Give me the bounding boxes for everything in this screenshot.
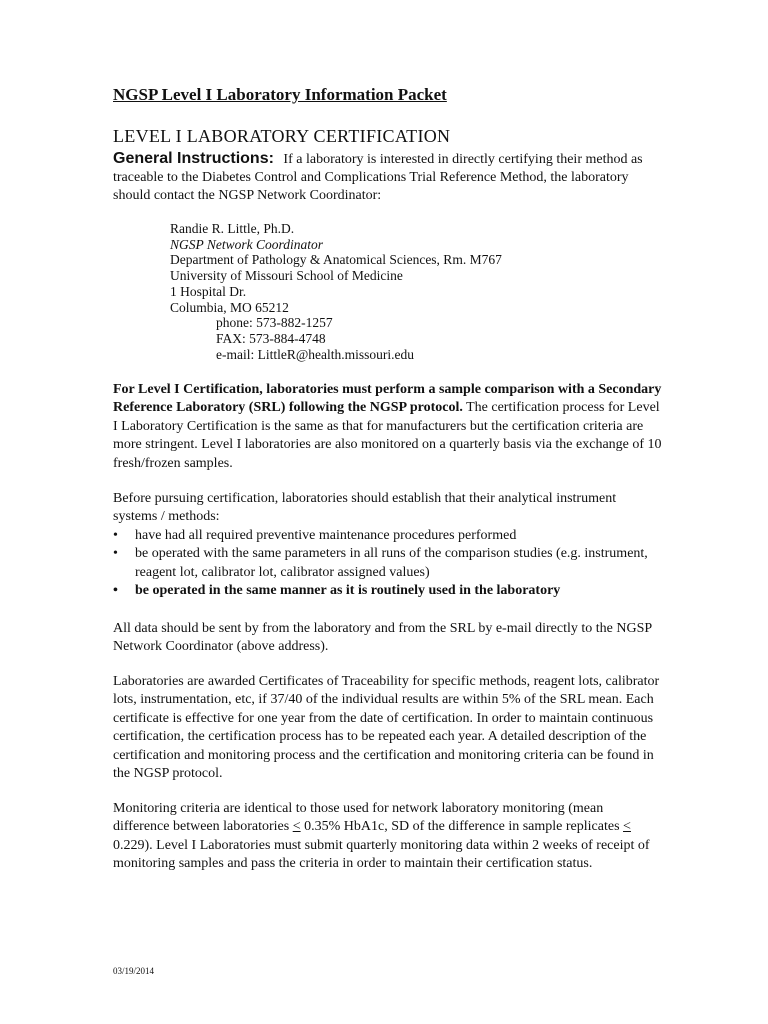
list-item	[113, 527, 663, 545]
contact-fax: FAX: 573-884-4748	[216, 330, 326, 346]
list-item-text: be operated with the same parameters in all runs of the comparison studies (e.g. instrument, reagent lot, calibrator lot, calibrator assigned values)	[135, 546, 648, 580]
awards-paragraph: Laboratories are awarded Certificates of Traceability for specific methods, reagent lots, calibrator lots, instrumentation, etc, if 37/40 of the individual results are within 5% of the SRL mean. Each certificate is effective for one year from the date of certification. In order to maintain continuous certification, the certification process has to be repeated each year. A detailed description of the certification and monitoring process and the certification and monitoring criteria can be found in the NGSP protocol.	[113, 674, 660, 782]
level1-text: The certification process for Level I Laboratory Certification is the same as that for manufacturers but the certification criteria are more stringent. Level I laboratories are also monitored on a quarterly basis via the exchange of 10 fresh/frozen samples.	[113, 400, 662, 471]
contact-address	[170, 221, 502, 362]
contact-street: 1 Hospital Dr.	[170, 283, 247, 299]
contact-phone: phone: 573-882-1257	[216, 315, 333, 331]
general-instructions-text: If a laboratory is interested in directly certifying their method as traceable to the Diabetes Control and Complications Trial Reference Method, the laboratory should contact the NGSP Network Coordinator:	[113, 152, 643, 203]
list-item-text: be operated in the same manner as it is routinely used in the laboratory	[135, 583, 561, 599]
contact-department: Department of Pathology & Anatomical Sciences, Rm. M767	[170, 252, 502, 268]
monitoring-text-2: 0.35% HbA1c, SD of the difference in sample replicates	[300, 819, 624, 835]
footer-date: 03/19/2014	[113, 966, 155, 976]
monitoring-text-3: 0.229). Level I Laboratories must submit quarterly monitoring data within 2 weeks of receipt of monitoring samples and pass the criteria in order to maintain their certification status.	[113, 837, 650, 872]
general-instructions	[113, 150, 663, 205]
list-item-text: have had all required preventive maintenance procedures performed	[135, 527, 517, 543]
before-text: Before pursuing certification, laboratories should establish that their analytical instrument systems / methods:	[113, 491, 617, 525]
general-instructions-label: General Instructions:	[113, 150, 274, 167]
level1-bold-text: For Level I Certification, laboratories must perform a sample comparison with a Secondary Reference Laboratory (SRL) following the NGSP protocol.	[113, 382, 662, 416]
bullet-icon: •	[113, 583, 118, 599]
lte-symbol: <	[292, 819, 301, 835]
requirements-list	[113, 527, 663, 601]
monitoring-text-1: Monitoring criteria are identical to those used for network laboratory monitoring (mean difference between laboratories	[113, 801, 604, 835]
bullet-icon: •	[113, 546, 118, 562]
contact-email[interactable]: e-mail: LittleR@health.missouri.edu	[216, 346, 415, 362]
before-paragraph	[113, 490, 663, 600]
list-item	[113, 582, 663, 600]
page-title: NGSP Level I Laboratory Information Packet	[113, 85, 447, 104]
monitoring-paragraph	[113, 800, 663, 874]
level1-paragraph	[113, 381, 663, 473]
contact-university: University of Missouri School of Medicine	[170, 268, 403, 284]
contact-role: NGSP Network Coordinator	[170, 236, 324, 252]
contact-city: Columbia, MO 65212	[170, 299, 289, 315]
lte-symbol: <	[623, 819, 631, 835]
section-heading: LEVEL I LABORATORY CERTIFICATION	[113, 126, 451, 146]
data-submission-paragraph: All data should be sent by from the laboratory and from the SRL by e-mail directly to the NGSP Network Coordinator (above address).	[113, 621, 652, 655]
list-item	[113, 545, 663, 582]
contact-name: Randie R. Little, Ph.D.	[170, 221, 295, 236]
bullet-icon: •	[113, 527, 118, 543]
